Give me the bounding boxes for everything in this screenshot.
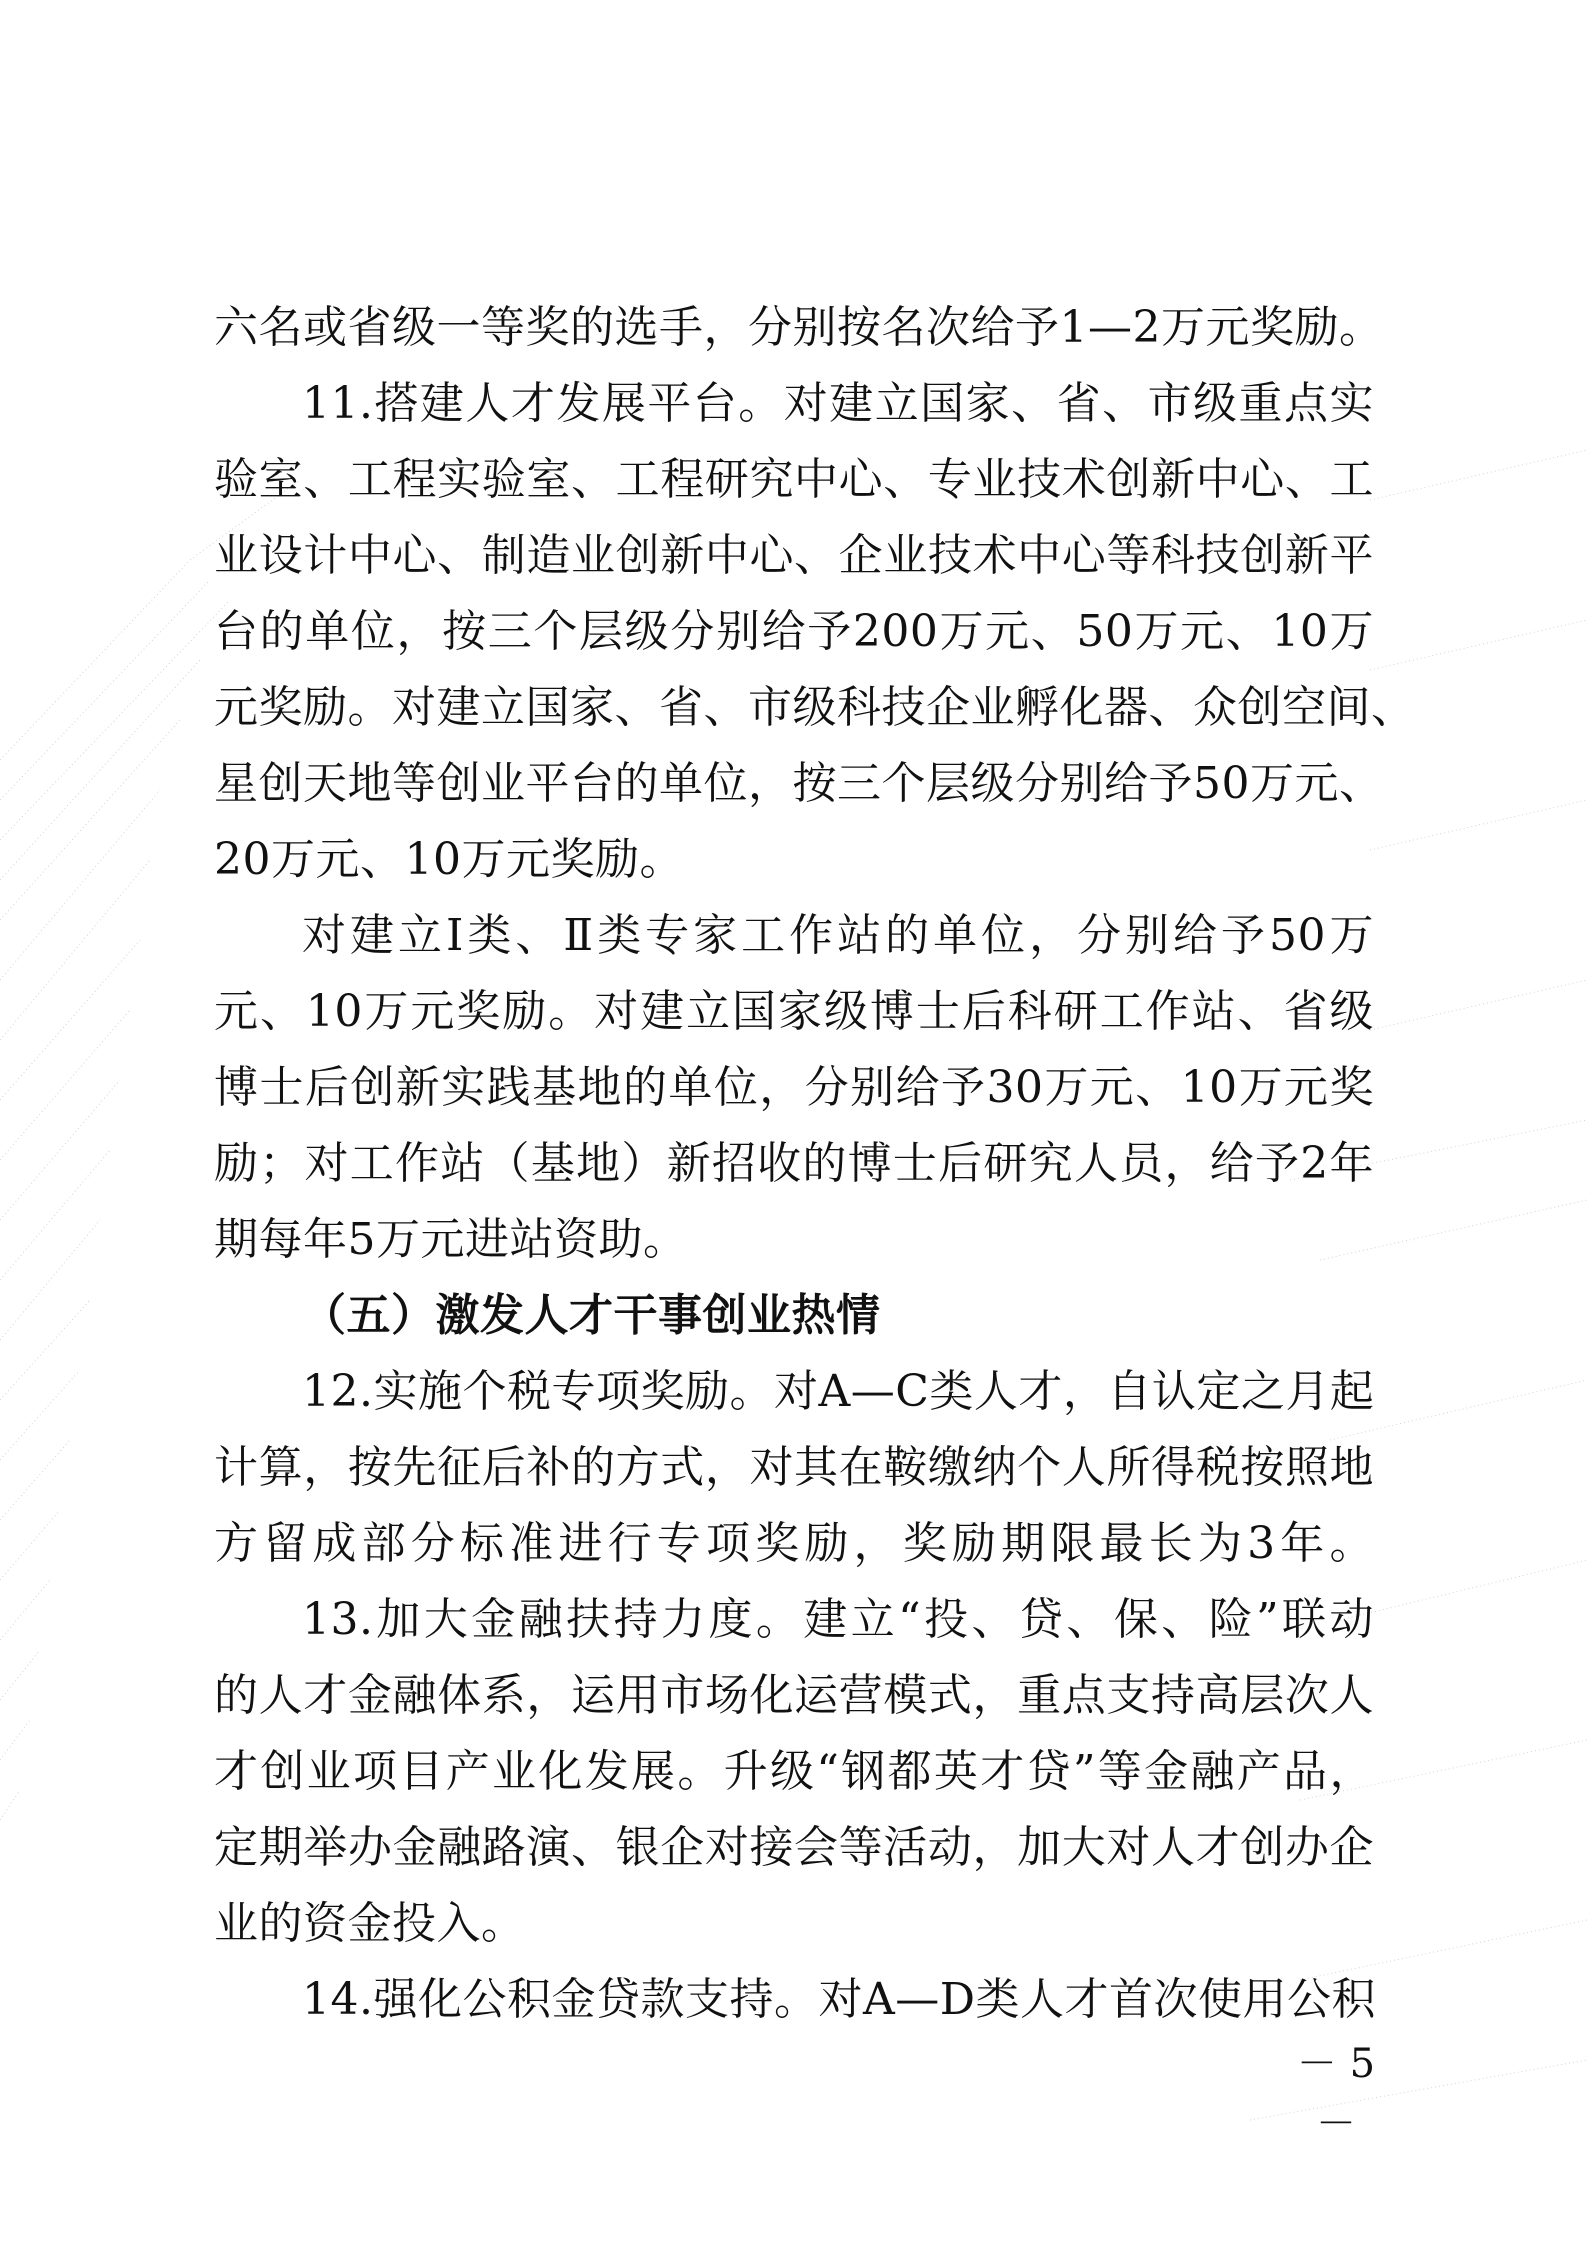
text-line: 13.加大金融扶持力度。建立“投、贷、保、险”联动	[302, 1594, 1374, 1645]
text-line: 20万元、10万元奖励。	[214, 834, 684, 885]
text-line: 六名或省级一等奖的选手，分别按名次给予1—2万元奖励。	[214, 302, 1384, 353]
text-line: 验室、工程实验室、工程研究中心、专业技术创新中心、工	[214, 454, 1374, 505]
text-line: 方留成部分标准进行专项奖励，奖励期限最长为3年。	[214, 1518, 1374, 1569]
text-line: 才创业项目产业化发展。升级“钢都英才贷”等金融产品，	[214, 1746, 1374, 1797]
text-line: 定期举办金融路演、银企对接会等活动，加大对人才创办企	[214, 1822, 1374, 1873]
text-line: 星创天地等创业平台的单位，按三个层级分别给予50万元、	[214, 758, 1384, 809]
text-line: 11.搭建人才发展平台。对建立国家、省、市级重点实	[302, 378, 1374, 429]
text-line: 台的单位，按三个层级分别给予200万元、50万元、10万	[214, 606, 1374, 657]
text-line: 业设计中心、制造业创新中心、企业技术中心等科技创新平	[214, 530, 1374, 581]
text-line: 期每年5万元进站资助。	[214, 1214, 688, 1265]
text-line: 计算，按先征后补的方式，对其在鞍缴纳个人所得税按照地	[214, 1442, 1374, 1493]
text-line: 元奖励。对建立国家、省、市级科技企业孵化器、众创空间、	[214, 682, 1416, 733]
text-line: 博士后创新实践基地的单位，分别给予30万元、10万元奖	[214, 1062, 1374, 1113]
section-heading: （五）激发人才干事创业热情	[302, 1290, 881, 1341]
text-line: 元、10万元奖励。对建立国家级博士后科研工作站、省级	[214, 986, 1374, 1037]
text-line: 14.强化公积金贷款支持。对A—D类人才首次使用公积	[302, 1974, 1377, 2025]
text-line: 励；对工作站（基地）新招收的博士后研究人员，给予2年	[214, 1138, 1374, 1189]
page-number: － 5 －	[1296, 2041, 1376, 2147]
text-line: 对建立Ⅰ类、Ⅱ类专家工作站的单位，分别给予50万	[302, 910, 1374, 961]
text-line: 12.实施个税专项奖励。对A—C类人才，自认定之月起	[302, 1366, 1375, 1417]
text-line: 的人才金融体系，运用市场化运营模式，重点支持高层次人	[214, 1670, 1374, 1721]
body-text	[214, 290, 1416, 2038]
text-line: 业的资金投入。	[214, 1898, 526, 1949]
